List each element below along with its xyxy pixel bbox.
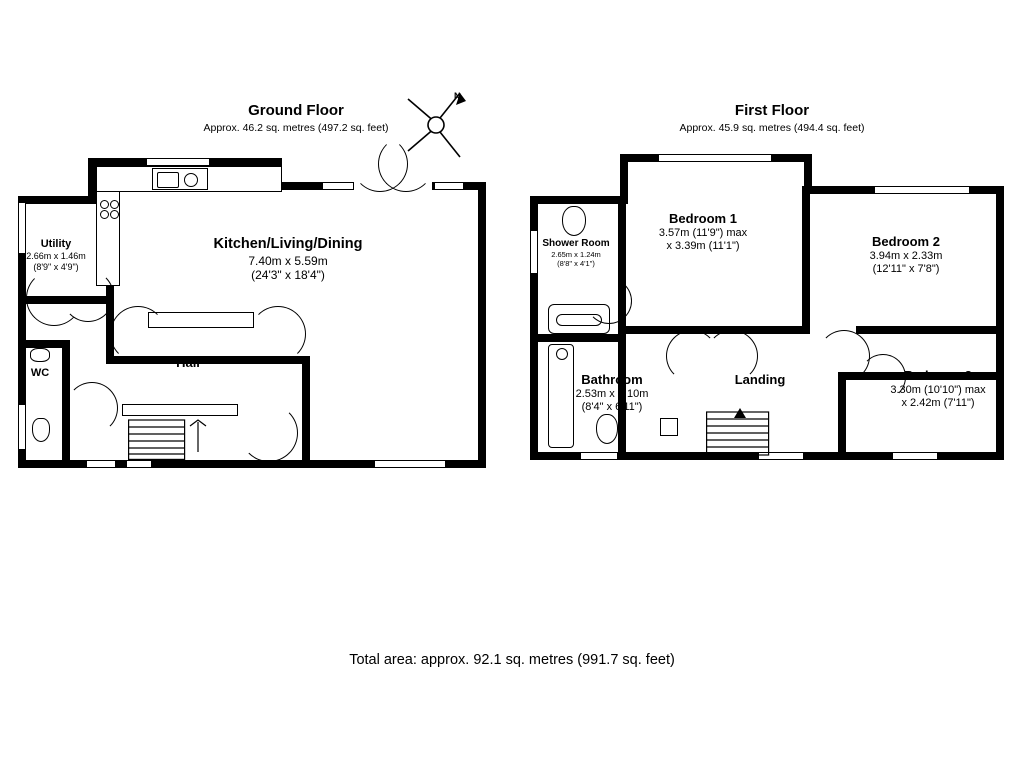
door-arc-wc [66, 382, 118, 434]
room-name: Bedroom 3 [904, 368, 972, 383]
room-label-shower-room [534, 238, 618, 268]
room-dims-metric: 7.40m x 5.59m [248, 253, 328, 268]
room-label-bathroom [544, 372, 680, 415]
hob-ring-icon [100, 200, 109, 209]
wall-shower-bottom [530, 334, 626, 342]
room-name: Landing [734, 372, 786, 387]
wall-bed1-right [802, 186, 810, 334]
bathroom-basin-icon [556, 348, 568, 360]
room-name: Bedroom 2 [872, 234, 940, 249]
window-bed1-top [658, 154, 772, 162]
room-dims-imperial: x 2.42m (7'11") [901, 397, 975, 410]
room-label-hall [142, 355, 234, 371]
ground-floor-subtitle: Approx. 46.2 sq. metres (497.2 sq. feet) [203, 122, 389, 134]
room-name: Kitchen/Living/Dining [213, 236, 363, 252]
first-floor-subtitle: Approx. 45.9 sq. metres (494.4 sq. feet) [679, 122, 865, 134]
wall-first-left-top [530, 196, 628, 204]
landing-cupboard-icon [660, 418, 678, 436]
room-label-bedroom-3 [856, 368, 1020, 411]
wc-toilet-icon [32, 418, 50, 442]
door-arc-hall-front [240, 404, 298, 462]
room-label-wc [18, 367, 62, 380]
window-bottom-right [374, 460, 446, 468]
room-dims-metric: 3.94m x 2.33m [869, 249, 943, 262]
window-bottom-left-2 [126, 460, 152, 468]
door-arc-front-right [378, 136, 434, 192]
room-dims-metric: 2.66m x 1.46m [26, 251, 86, 262]
room-dims-imperial: (8'4" x 6'11") [581, 401, 643, 414]
shower-toilet-icon [562, 206, 586, 236]
staircase-ground [128, 408, 228, 460]
room-dims-imperial: (12'11" x 7'8") [872, 263, 940, 276]
room-name: WC [30, 367, 50, 379]
wall-wc-top [18, 340, 70, 348]
room-label-kitchen-living-dining [178, 236, 398, 283]
sink-bowl-icon [157, 172, 179, 188]
wall-bed1-bottom [618, 326, 810, 334]
door-arc-shower-room [586, 278, 632, 324]
room-dims-metric: 2.65m x 1.24m [551, 250, 601, 260]
total-area-text: Total area: approx. 92.1 sq. metres (991.7 sq. feet) [349, 652, 675, 668]
window-bathroom-bottom [580, 452, 618, 460]
door-arc-utility-2 [62, 270, 114, 322]
door-arc-hall-kitchen [110, 306, 166, 362]
window-kitchen-top [146, 158, 210, 166]
window-bottom-left [86, 460, 116, 468]
ground-floor-title: Ground Floor [248, 102, 344, 119]
room-dims-imperial: (8'8" x 4'1") [557, 259, 595, 269]
room-name: Hall [176, 355, 200, 370]
room-dims-imperial: (8'9" x 4'9") [33, 262, 79, 273]
room-dims-metric: 3.57m (11'9") max [658, 226, 748, 239]
room-label-bedroom-2 [822, 234, 990, 277]
wall-bed2-bottom [856, 326, 1004, 334]
hob-ring-icon [110, 210, 119, 219]
hob-ring-icon [110, 200, 119, 209]
window-bed2-top [874, 186, 970, 194]
room-dims-metric: 3.30m (10'10") max [890, 383, 986, 396]
room-name: Utility [40, 238, 72, 250]
wc-basin-icon [30, 348, 50, 362]
room-name: Bathroom [581, 372, 643, 387]
room-label-utility [4, 238, 108, 273]
staircase-first [706, 406, 786, 456]
first-floor-title: First Floor [734, 102, 810, 119]
room-dims-imperial: (24'3" x 18'4") [251, 268, 325, 283]
room-dims-metric: 2.53m x 2.10m [575, 387, 649, 400]
bathroom-toilet-icon [596, 414, 618, 444]
room-label-landing [700, 372, 820, 388]
wall-bed3-left [838, 372, 846, 460]
door-arc-hall-right [250, 306, 306, 362]
compass-north-label: N [454, 91, 461, 101]
window-bed3-bottom [892, 452, 938, 460]
window-entry-top [322, 182, 354, 190]
room-name: Shower Room [542, 238, 610, 249]
window-entry-top-right [434, 182, 464, 190]
room-label-bedroom-1 [620, 211, 786, 254]
room-name: Bedroom 1 [669, 211, 737, 226]
wall-bed2-left-drop [804, 154, 812, 186]
sink-drainer-icon [184, 173, 198, 187]
window-wc-left [18, 404, 26, 450]
room-dims-imperial: x 3.39m (11'1") [666, 240, 740, 253]
hob-ring-icon [100, 210, 109, 219]
wall-ground-right [478, 182, 486, 468]
wall-first-right [996, 186, 1004, 460]
wall-hall-right [302, 356, 310, 460]
